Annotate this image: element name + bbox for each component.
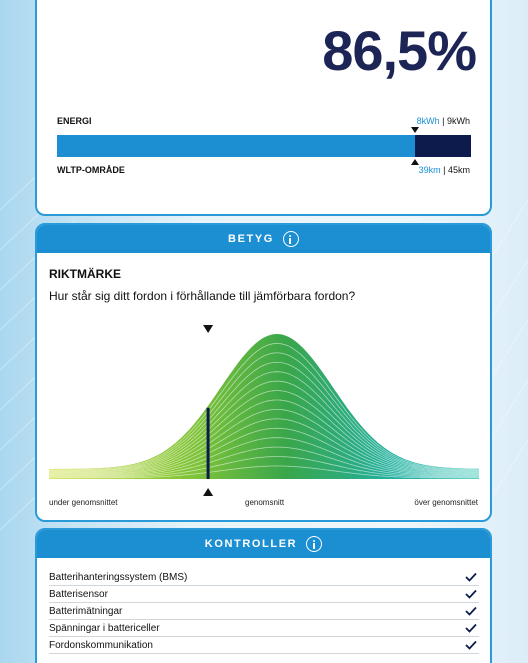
energy-total: 9kWh	[446, 116, 470, 126]
energy-summary-card	[35, 0, 492, 216]
energy-bar	[57, 135, 471, 157]
check-item-label: Fordonskommunikation	[49, 639, 153, 651]
energy-value	[417, 116, 470, 126]
energy-label: ENERGI	[57, 116, 92, 126]
axis-label-above: över genomsnittet	[414, 498, 478, 507]
check-item-label: Spänningar i battericeller	[49, 622, 160, 634]
benchmark-title: RIKTMÄRKE	[49, 267, 121, 281]
wltp-total: 45km	[447, 165, 470, 175]
rating-header	[37, 225, 490, 253]
checks-list	[49, 569, 479, 654]
check-item	[49, 637, 479, 654]
position-marker-top-icon	[203, 325, 213, 333]
benchmark-distribution	[49, 321, 479, 499]
check-item-label: Batterihanteringssystem (BMS)	[49, 571, 188, 583]
energy-current: 8kWh	[416, 116, 440, 126]
position-marker-bottom-icon	[203, 488, 213, 496]
check-item	[49, 603, 479, 620]
distribution-curve	[49, 321, 479, 499]
checkmark-icon	[465, 572, 477, 582]
checks-header-title: KONTROLLER	[204, 538, 298, 550]
benchmark-question: Hur står sig ditt fordon i förhållande till jämförbara fordon?	[49, 289, 356, 303]
check-item	[49, 620, 479, 637]
checkmark-icon	[465, 589, 477, 599]
rating-card	[35, 223, 492, 522]
check-item-label: Batterimätningar	[49, 605, 123, 617]
energy-marker-icon	[411, 127, 419, 133]
wltp-separator: |	[443, 165, 446, 175]
health-percentage: 86,5%	[322, 19, 476, 82]
info-icon[interactable]	[306, 536, 322, 552]
checks-header	[37, 530, 490, 558]
checkmark-icon	[465, 606, 477, 616]
energy-separator: |	[442, 116, 445, 126]
checkmark-icon	[465, 640, 477, 650]
check-item	[49, 586, 479, 603]
rating-header-title: BETYG	[228, 233, 274, 245]
wltp-label: WLTP-OMRÅDE	[57, 165, 125, 175]
check-item-label: Batterisensor	[49, 588, 108, 600]
info-icon[interactable]	[283, 231, 299, 247]
axis-label-average: genomsnitt	[245, 498, 285, 507]
wltp-current: 39km	[418, 165, 441, 175]
energy-bar-fill	[57, 135, 415, 157]
wltp-value	[419, 165, 470, 175]
checks-card	[35, 528, 492, 663]
check-item	[49, 569, 479, 586]
checkmark-icon	[465, 623, 477, 633]
axis-label-below: under genomsnittet	[49, 498, 118, 507]
